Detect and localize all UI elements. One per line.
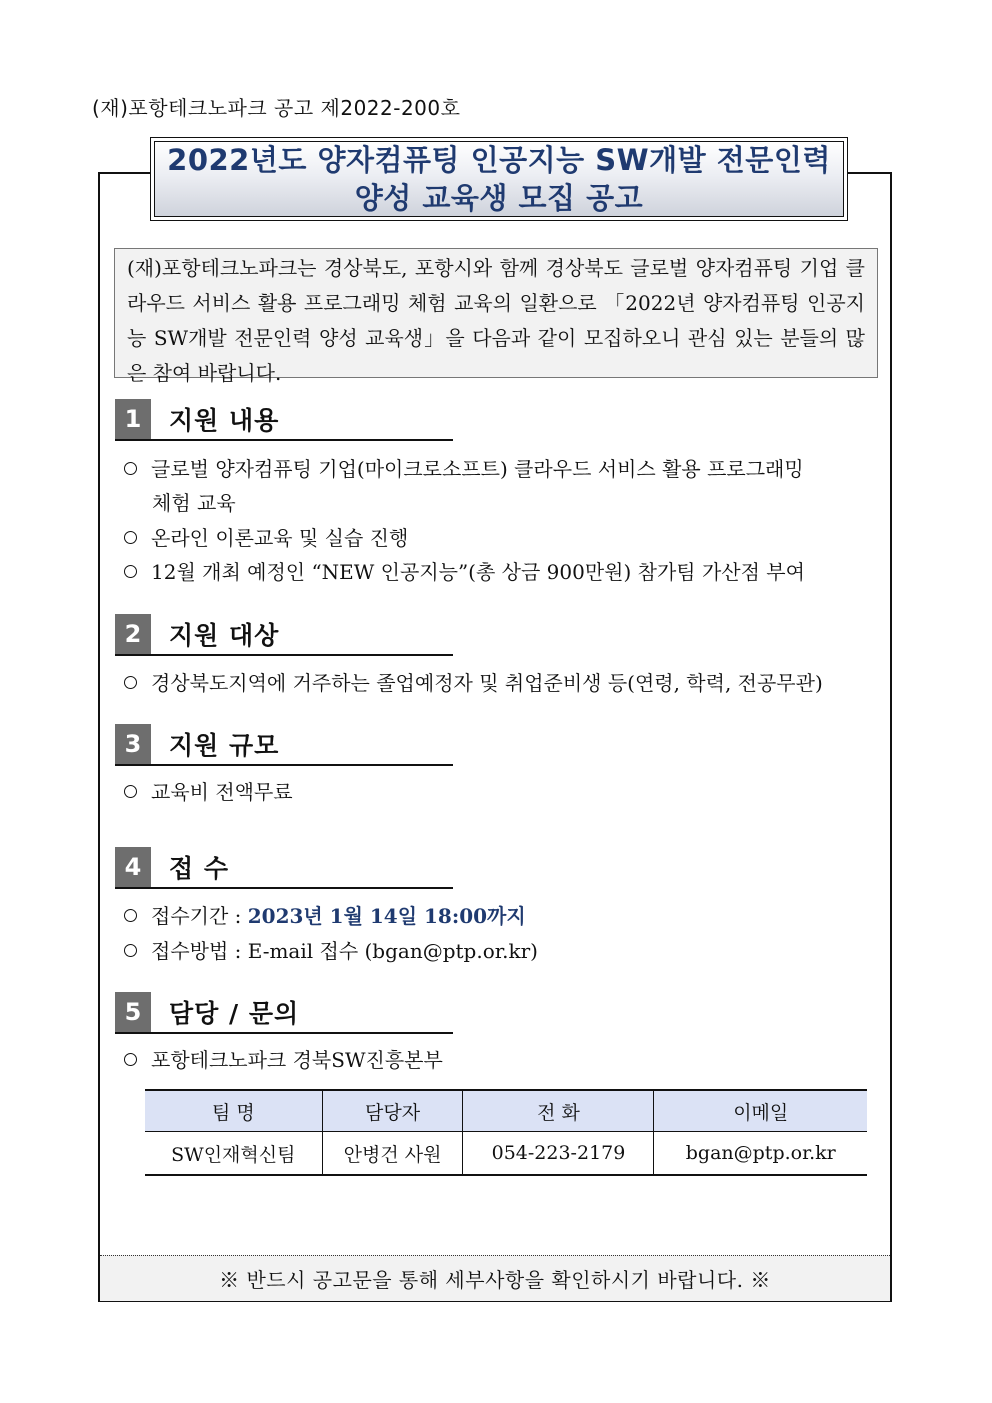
section-number: 5 [115, 992, 151, 1032]
section-title: 지원 대상 [169, 621, 280, 650]
section-number: 4 [115, 847, 151, 887]
table-cell: bgan@ptp.or.kr [654, 1132, 867, 1176]
list-item-text: 온라인 이론교육 및 실습 진행 [151, 526, 409, 550]
column-header: 담당자 [322, 1090, 463, 1132]
table-cell: 안병건 사원 [322, 1132, 463, 1176]
list-item [124, 666, 823, 700]
contact-table [145, 1089, 867, 1176]
table-row [145, 1132, 867, 1176]
list-item [124, 775, 293, 809]
circle-bullet-icon [124, 944, 137, 957]
reception-period-label: 접수기간 : [151, 904, 248, 928]
section-heading-1 [115, 399, 453, 441]
section-heading-5 [115, 992, 453, 1034]
list-item [124, 934, 538, 968]
section-heading-4 [115, 847, 453, 889]
intro-paragraph: (재)포항테크노파크는 경상북도, 포항시와 함께 경상북도 글로벌 양자컴퓨팅 기업 클라우드 서비스 활용 프로그래밍 체험 교육의 일환으로 「2022년 양자컴퓨팅 인공지능 SW개발 전문인력 양성 교육생」을 다음과 같이 모집하오니 관심 있는 분들의 많은 참여 바랍니다. [114, 248, 878, 378]
table-header-row [145, 1090, 867, 1132]
title-line-1: 2022년도 양자컴퓨팅 인공지능 SW개발 전문인력 [167, 143, 831, 177]
section-title: 접 수 [169, 854, 230, 883]
column-header: 전 화 [463, 1090, 654, 1132]
table-cell: 054-223-2179 [463, 1132, 654, 1176]
list-item-text: 경상북도지역에 거주하는 졸업예정자 및 취업준비생 등(연령, 학력, 전공무관) [151, 671, 823, 695]
table-cell: SW인재혁신팀 [145, 1132, 322, 1176]
footer-note: ※ 반드시 공고문을 통해 세부사항을 확인하시기 바랍니다. ※ [100, 1255, 890, 1301]
title-inner [154, 141, 844, 217]
circle-bullet-icon [124, 676, 137, 689]
section-title: 지원 내용 [169, 406, 280, 435]
title-line-2: 양성 교육생 모집 공고 [354, 181, 644, 215]
list-item [124, 1043, 443, 1077]
circle-bullet-icon [124, 785, 137, 798]
section-title: 지원 규모 [169, 731, 280, 760]
circle-bullet-icon [124, 1053, 137, 1066]
circle-bullet-icon [124, 909, 137, 922]
section-number: 2 [115, 614, 151, 654]
list-item-text: 글로벌 양자컴퓨팅 기업(마이크로소프트) 클라우드 서비스 활용 프로그래밍 [151, 457, 804, 481]
column-header: 이메일 [654, 1090, 867, 1132]
section-number: 3 [115, 724, 151, 764]
section-heading-3 [115, 724, 453, 766]
section-heading-2 [115, 614, 453, 656]
list-item [124, 899, 526, 933]
title-box [150, 137, 848, 221]
list-item [124, 555, 805, 589]
circle-bullet-icon [124, 462, 137, 475]
section-title: 담당 / 문의 [169, 999, 300, 1028]
column-header: 팀 명 [145, 1090, 322, 1132]
reception-method: 접수방법 : E-mail 접수 (bgan@ptp.or.kr) [151, 939, 538, 963]
list-item-continuation: 체험 교육 [152, 491, 236, 515]
contact-org: 포항테크노파크 경북SW진흥본부 [151, 1048, 443, 1072]
notice-number: (재)포항테크노파크 공고 제2022-200호 [92, 96, 461, 120]
section-number: 1 [115, 399, 151, 439]
reception-period-value: 2023년 1월 14일 18:00까지 [247, 904, 526, 928]
circle-bullet-icon [124, 565, 137, 578]
circle-bullet-icon [124, 531, 137, 544]
list-item-text: 교육비 전액무료 [151, 780, 293, 804]
list-item [124, 452, 804, 486]
list-item-text: 12월 개최 예정인 “NEW 인공지능”(총 상금 900만원) 참가팀 가산점 부여 [151, 560, 805, 584]
list-item [124, 521, 408, 555]
